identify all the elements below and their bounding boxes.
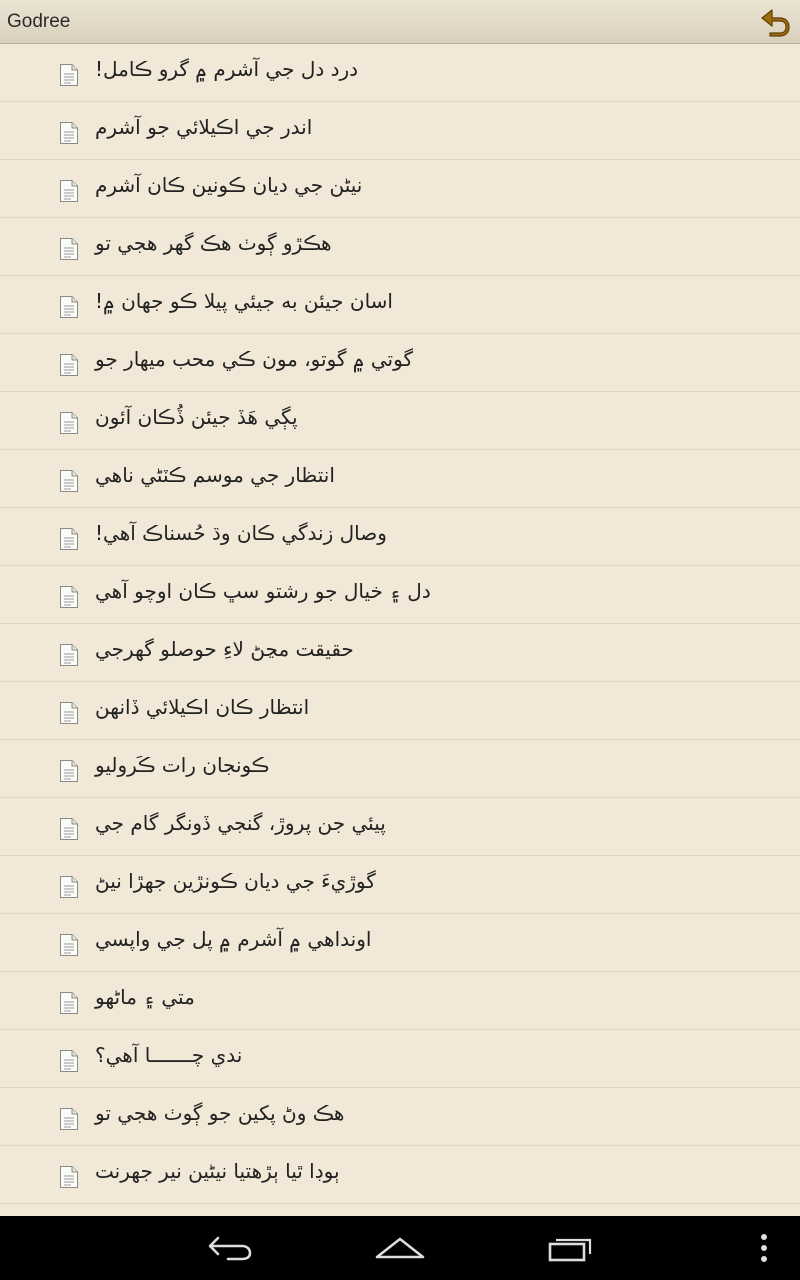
document-icon <box>59 701 79 725</box>
list-item-title: درد دل جي آشرم ۾ گرو ڪامل! <box>95 57 359 81</box>
list-item[interactable] <box>0 914 800 972</box>
document-icon <box>59 643 79 667</box>
list-item[interactable] <box>0 392 800 450</box>
nav-home-button[interactable] <box>374 1230 426 1266</box>
document-icon <box>59 933 79 957</box>
document-icon <box>59 817 79 841</box>
list-item[interactable] <box>0 566 800 624</box>
list-item-title: ندي چـــــــا آهي؟ <box>95 1043 243 1067</box>
list-item[interactable] <box>0 160 800 218</box>
document-icon <box>59 295 79 319</box>
list-item-title: هڪ وڻ پکين جو ڳوٺ هجي تو <box>95 1101 345 1125</box>
document-icon <box>59 179 79 203</box>
nav-back-button[interactable] <box>205 1230 255 1266</box>
document-icon <box>59 1049 79 1073</box>
list-item-title: متي ۽ ماڻهو <box>95 985 195 1009</box>
nav-overflow-menu-button[interactable] <box>752 1230 776 1266</box>
list-item[interactable] <box>0 508 800 566</box>
list-item[interactable] <box>0 740 800 798</box>
list-item-title: اونداهي ۾ آشرم ۾ پل جي واپسي <box>95 927 372 951</box>
home-icon <box>374 1235 426 1261</box>
list-item-title: هڪڙو ڳوٺ هڪ گهر هجي تو <box>95 231 332 255</box>
list-item-title: انتظار جي موسم ڪٽڻي ناهي <box>95 463 335 487</box>
document-icon <box>59 63 79 87</box>
list-item[interactable] <box>0 44 800 102</box>
document-icon <box>59 1165 79 1189</box>
nav-recent-apps-button[interactable] <box>546 1230 596 1266</box>
back-icon <box>206 1234 254 1262</box>
list-item[interactable] <box>0 682 800 740</box>
list-item[interactable] <box>0 450 800 508</box>
list-item-title: پيئي جن پروڙ، گنجي ڏونگر گام جي <box>95 811 386 835</box>
document-icon <box>59 875 79 899</box>
list-item-title: پڳي هَڏ جيئن ڏُڪان آئون <box>95 405 298 429</box>
list-item[interactable] <box>0 856 800 914</box>
list-item-title: وصال زندگي ڪان وڌ حُسناڪ آهي! <box>95 521 387 545</box>
list-item-title: اندر جي اڪيلائي جو آشرم <box>95 115 313 139</box>
list-item[interactable] <box>0 102 800 160</box>
system-navigation-bar <box>0 1216 800 1280</box>
list-item[interactable] <box>0 1088 800 1146</box>
document-icon <box>59 1107 79 1131</box>
document-icon <box>59 353 79 377</box>
list-item-title: اسان جيئن به جيئي پيلا ڪو جهان ۾! <box>95 289 393 313</box>
back-arrow-icon <box>758 7 792 37</box>
app-title: Godree <box>7 11 71 32</box>
list-item[interactable] <box>0 334 800 392</box>
overflow-menu-icon <box>759 1233 769 1263</box>
document-icon <box>59 991 79 1015</box>
document-icon <box>59 121 79 145</box>
list-item-title: حقيقت مڃڻ لاءِ حوصلو گهرجي <box>95 637 354 661</box>
action-bar <box>0 0 800 44</box>
list-item[interactable] <box>0 624 800 682</box>
list-item[interactable] <box>0 972 800 1030</box>
list-item[interactable] <box>0 276 800 334</box>
list-item-title: دل ۽ خيال جو رشتو سڀ ڪان اوچو آهي <box>95 579 431 603</box>
list-item-title: گوتي ۾ گوتو، مون ڪي محب ميهار جو <box>95 347 413 371</box>
list-item[interactable] <box>0 1030 800 1088</box>
document-icon <box>59 759 79 783</box>
list-item[interactable] <box>0 218 800 276</box>
back-button[interactable] <box>758 5 792 39</box>
document-icon <box>59 585 79 609</box>
document-icon <box>59 411 79 435</box>
list-item-title: ڪونجان رات ڪَروليو <box>95 753 270 777</box>
list-item[interactable] <box>0 798 800 856</box>
list-item-title: نيڻن جي ديان ڪونين ڪان آشرم <box>95 173 363 197</box>
list-item-title: گوڙيءَ جي ديان ڪونڙين جهڙا نيڻ <box>95 869 376 893</box>
list-item[interactable] <box>0 1146 800 1204</box>
list-item-title: ٻوڊا ٿيا ٻڙهتيا نيڻين نير جهرنت <box>95 1159 340 1183</box>
document-icon <box>59 237 79 261</box>
article-list <box>0 44 800 1216</box>
document-icon <box>59 527 79 551</box>
recent-apps-icon <box>547 1234 595 1262</box>
list-item-title: انتظار ڪان اڪيلائي ڏانهن <box>95 695 310 719</box>
document-icon <box>59 469 79 493</box>
